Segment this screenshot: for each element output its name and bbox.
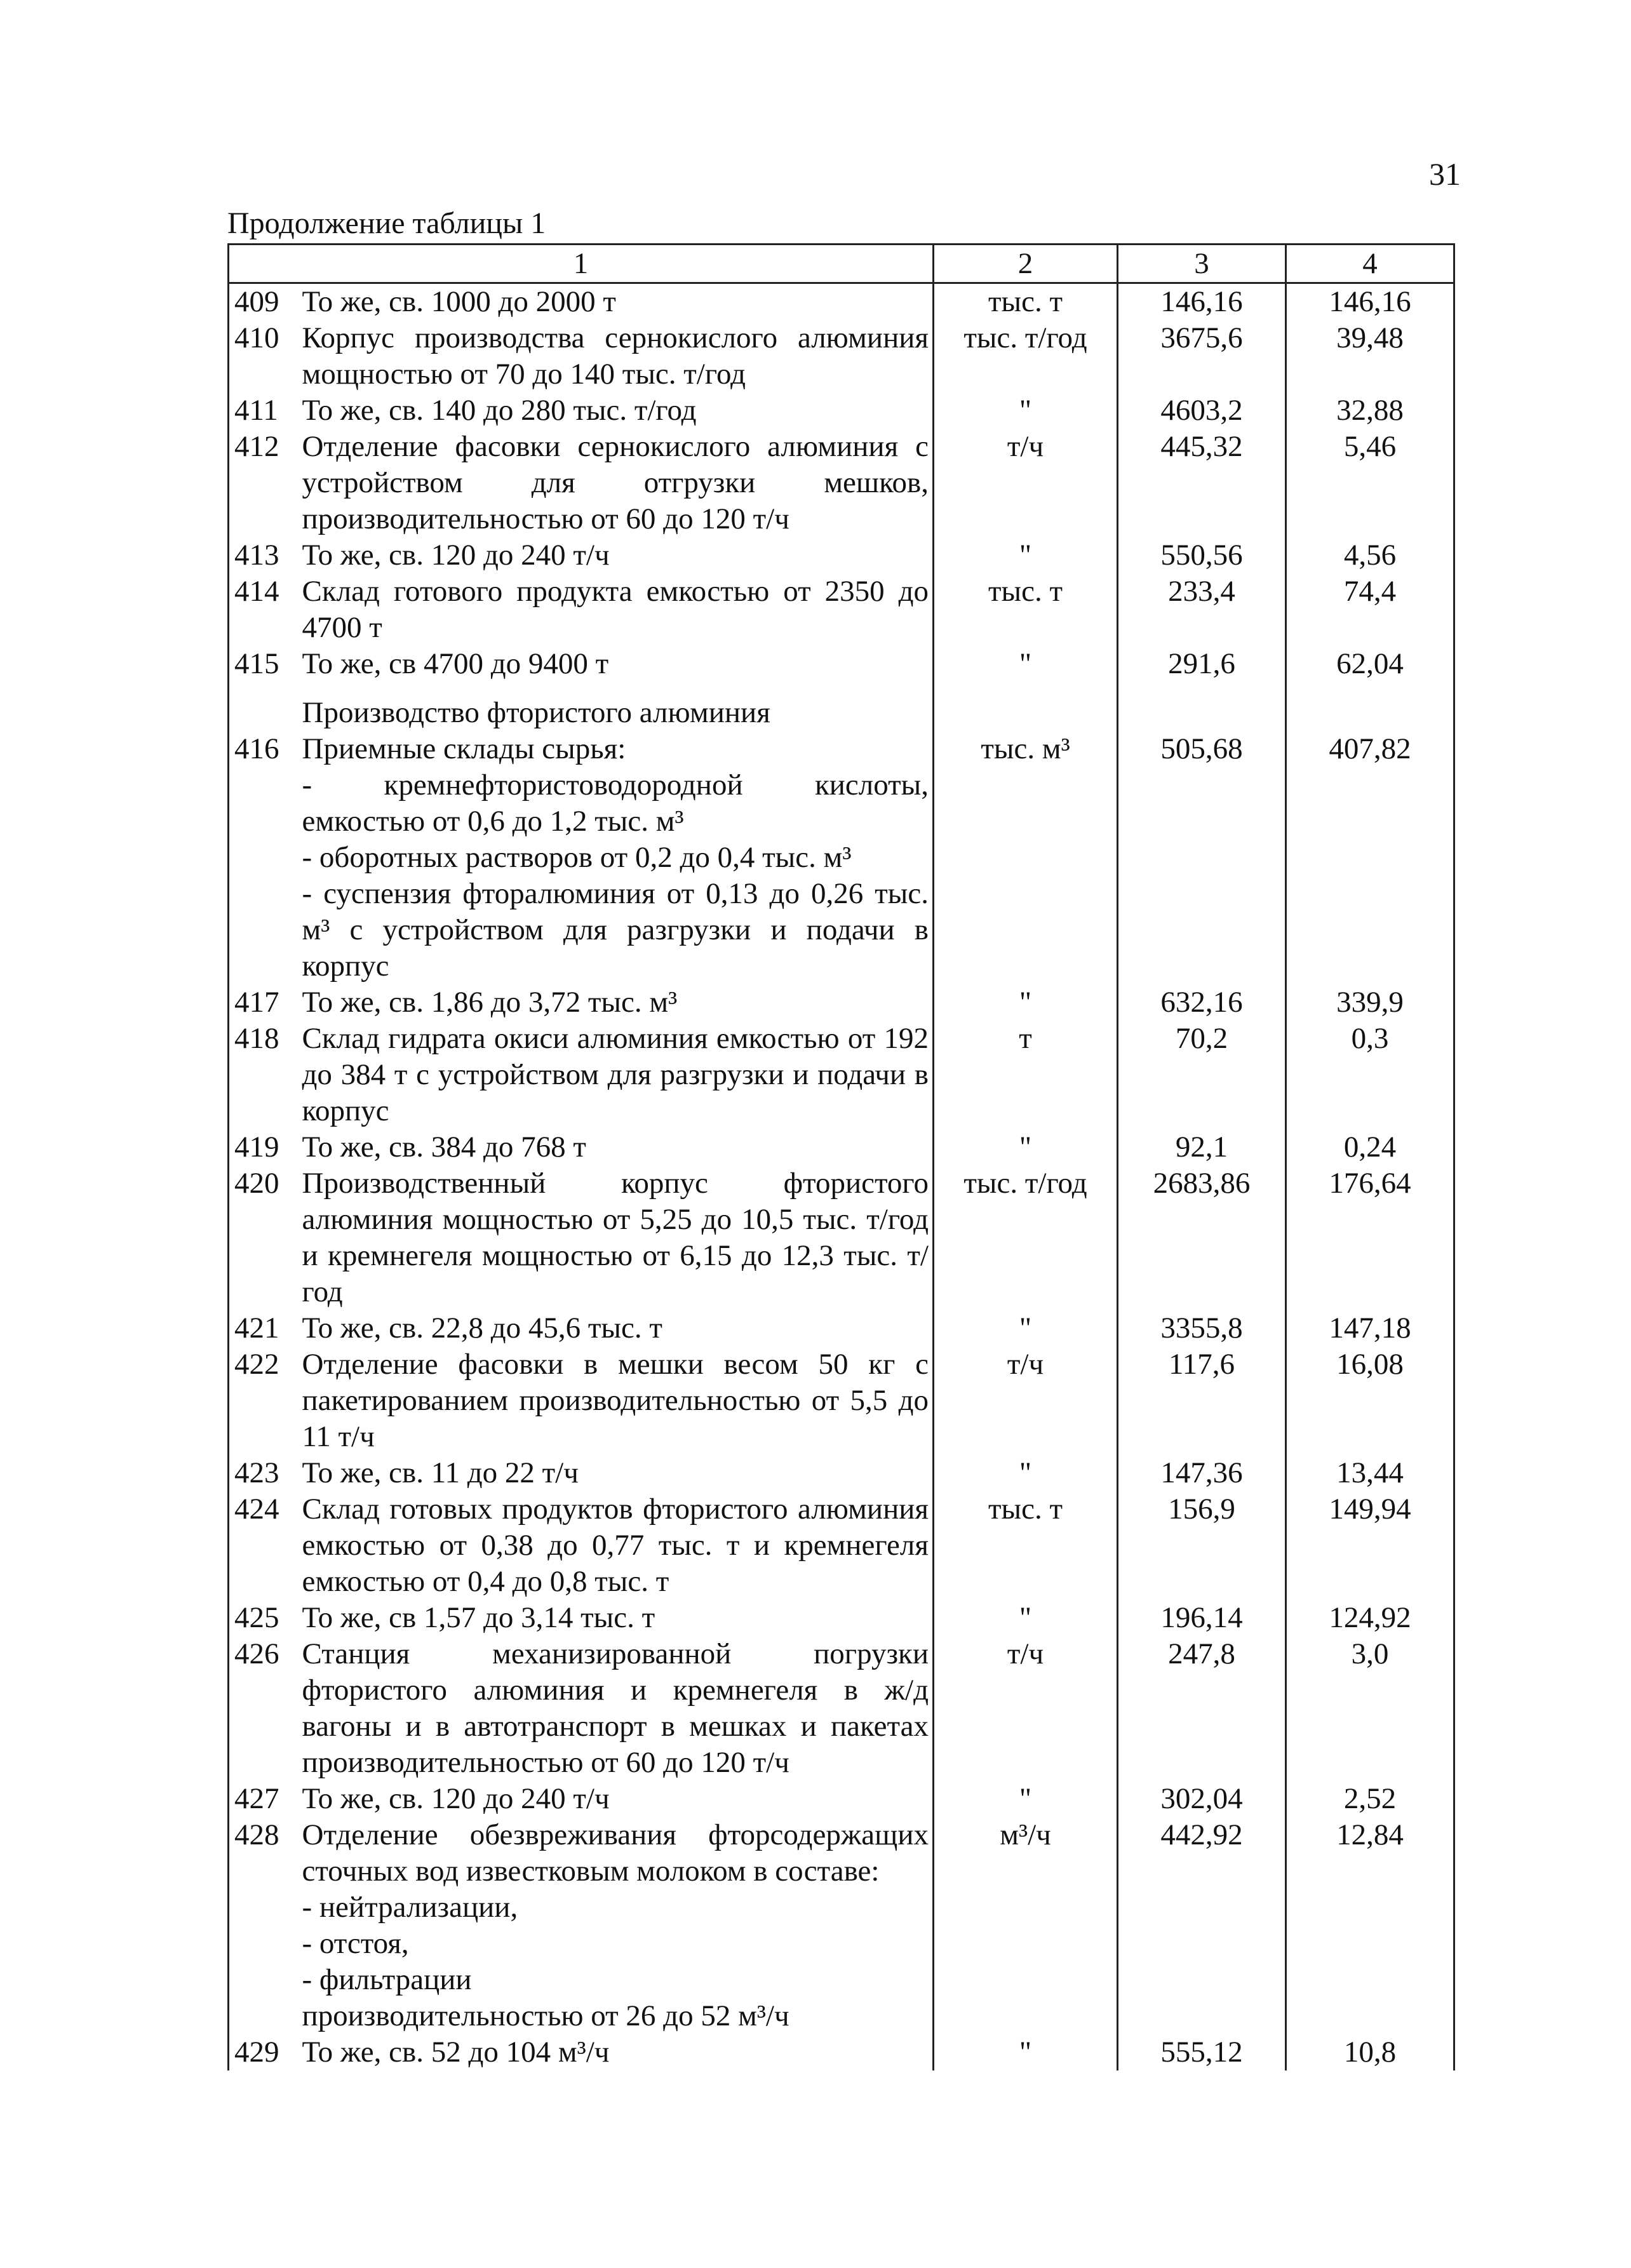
- row-description: Приемные склады сырья:: [299, 731, 934, 767]
- row-value-3: 233,4: [1118, 574, 1286, 646]
- row-value-3: 291,6: [1118, 646, 1286, 682]
- row-unit: тыс. м³: [934, 731, 1118, 767]
- row-value-3: 3355,8: [1118, 1310, 1286, 1346]
- row-value-3: 4603,2: [1118, 393, 1286, 429]
- row-value-3: [1118, 1926, 1286, 1962]
- table-row: [229, 731, 1454, 767]
- row-value-4: 176,64: [1286, 1165, 1454, 1310]
- table-row: [229, 393, 1454, 429]
- row-value-3: [1118, 1962, 1286, 1998]
- table-row: [229, 984, 1454, 1021]
- row-description: То же, св. 1,86 до 3,72 тыс. м³: [299, 984, 934, 1021]
- row-unit: т/ч: [934, 429, 1118, 537]
- table-row: [229, 1600, 1454, 1636]
- row-value-3: [1118, 840, 1286, 876]
- row-unit: [934, 767, 1118, 840]
- row-description: Отделение фасовки сернокислого алюминия с устройством для отгрузки мешков, производительностью от 60 до 120 т/ч: [299, 429, 934, 537]
- table-row: [229, 1021, 1454, 1129]
- table-row: [229, 537, 1454, 574]
- row-number: [229, 1962, 299, 1998]
- row-unit: тыс. т: [934, 283, 1118, 321]
- table-row: [229, 1491, 1454, 1600]
- row-number: 419: [229, 1129, 299, 1165]
- row-value-4: [1286, 1889, 1454, 1926]
- row-number: [229, 682, 299, 731]
- table-row: [229, 1455, 1454, 1491]
- row-unit: [934, 682, 1118, 731]
- row-value-3: 445,32: [1118, 429, 1286, 537]
- row-unit: ": [934, 646, 1118, 682]
- row-value-3: [1118, 1998, 1286, 2034]
- row-number: 420: [229, 1165, 299, 1310]
- row-unit: [934, 840, 1118, 876]
- row-value-3: [1118, 682, 1286, 731]
- row-value-4: 62,04: [1286, 646, 1454, 682]
- row-number: [229, 840, 299, 876]
- row-number: 427: [229, 1781, 299, 1817]
- row-number: 421: [229, 1310, 299, 1346]
- table-row: [229, 646, 1454, 682]
- row-unit: ": [934, 984, 1118, 1021]
- data-table: [227, 243, 1455, 2070]
- table-row: [229, 1310, 1454, 1346]
- row-number: [229, 1998, 299, 2034]
- row-value-3: [1118, 876, 1286, 984]
- row-description: То же, св. 384 до 768 т: [299, 1129, 934, 1165]
- header-col-3: 3: [1118, 245, 1286, 283]
- table-row: [229, 1129, 1454, 1165]
- row-description: - нейтрализации,: [299, 1889, 934, 1926]
- row-value-4: 2,52: [1286, 1781, 1454, 1817]
- row-unit: т/ч: [934, 1636, 1118, 1781]
- row-value-3: 156,9: [1118, 1491, 1286, 1600]
- row-value-4: 149,94: [1286, 1491, 1454, 1600]
- row-unit: м³/ч: [934, 1817, 1118, 1889]
- row-description: То же, св. 22,8 до 45,6 тыс. т: [299, 1310, 934, 1346]
- row-value-4: 5,46: [1286, 429, 1454, 537]
- row-description: То же, св. 1000 до 2000 т: [299, 283, 934, 321]
- header-col-2: 2: [934, 245, 1118, 283]
- table-row: [229, 1781, 1454, 1817]
- row-unit: ": [934, 1129, 1118, 1165]
- row-number: [229, 767, 299, 840]
- row-description: Отделение фасовки в мешки весом 50 кг с пакетированием производительностью от 5,5 до 11 т/ч: [299, 1346, 934, 1455]
- row-value-4: 12,84: [1286, 1817, 1454, 1889]
- row-description: Склад готовых продуктов фтористого алюминия емкостью от 0,38 до 0,77 тыс. т и кремнегеля емкостью от 0,4 до 0,8 тыс. т: [299, 1491, 934, 1600]
- row-unit: тыс. т: [934, 1491, 1118, 1600]
- header-col-1: 1: [229, 245, 934, 283]
- row-description: Отделение обезвреживания фторсодержащих сточных вод известковым молоком в составе:: [299, 1817, 934, 1889]
- row-number: 426: [229, 1636, 299, 1781]
- row-unit: ": [934, 1781, 1118, 1817]
- data-table-container: [227, 243, 1453, 2149]
- row-unit: [934, 1998, 1118, 2034]
- row-value-3: 442,92: [1118, 1817, 1286, 1889]
- row-value-4: [1286, 1962, 1454, 1998]
- table-row: [229, 876, 1454, 984]
- row-value-4: 16,08: [1286, 1346, 1454, 1455]
- row-value-3: 117,6: [1118, 1346, 1286, 1455]
- row-value-3: 302,04: [1118, 1781, 1286, 1817]
- row-description: Корпус производства сернокислого алюминия мощностью от 70 до 140 тыс. т/год: [299, 320, 934, 393]
- row-description: То же, св 1,57 до 3,14 тыс. т: [299, 1600, 934, 1636]
- table-row: [229, 1636, 1454, 1781]
- row-value-4: 124,92: [1286, 1600, 1454, 1636]
- row-description: То же, св. 11 до 22 т/ч: [299, 1455, 934, 1491]
- row-value-3: 632,16: [1118, 984, 1286, 1021]
- table-header: [229, 245, 1454, 283]
- row-unit: ": [934, 1455, 1118, 1491]
- row-number: [229, 876, 299, 984]
- row-value-4: [1286, 767, 1454, 840]
- table-row: [229, 1889, 1454, 1926]
- row-value-4: 3,0: [1286, 1636, 1454, 1781]
- table-row: [229, 429, 1454, 537]
- row-number: [229, 1926, 299, 1962]
- row-description: - суспензия фторалюминия от 0,13 до 0,26 тыс. м³ с устройством для разгрузки и подачи в корпус: [299, 876, 934, 984]
- row-number: 423: [229, 1455, 299, 1491]
- table-row: [229, 320, 1454, 393]
- row-description: производительностью от 26 до 52 м³/ч: [299, 1998, 934, 2034]
- row-value-3: 550,56: [1118, 537, 1286, 574]
- table-row: [229, 574, 1454, 646]
- page-number: 31: [1429, 156, 1461, 192]
- row-number: 416: [229, 731, 299, 767]
- row-description: - фильтрации: [299, 1962, 934, 1998]
- row-value-4: 32,88: [1286, 393, 1454, 429]
- row-value-3: 70,2: [1118, 1021, 1286, 1129]
- row-value-3: [1118, 767, 1286, 840]
- row-unit: ": [934, 393, 1118, 429]
- row-unit: ": [934, 537, 1118, 574]
- row-number: 411: [229, 393, 299, 429]
- row-description: Станция механизированной погрузки фтористого алюминия и кремнегеля в ж/д вагоны и в автотранспорт в мешках и пакетах производительностью от 60 до 120 т/ч: [299, 1636, 934, 1781]
- table-row: [229, 1346, 1454, 1455]
- table-row: [229, 767, 1454, 840]
- row-number: [229, 1889, 299, 1926]
- row-value-4: [1286, 682, 1454, 731]
- row-value-4: 13,44: [1286, 1455, 1454, 1491]
- row-description: Склад гидрата окиси алюминия емкостью от 192 до 384 т с устройством для разгрузки и подачи в корпус: [299, 1021, 934, 1129]
- row-description: - кремнефтористоводородной кислоты, емкостью от 0,6 до 1,2 тыс. м³: [299, 767, 934, 840]
- row-number: 412: [229, 429, 299, 537]
- row-description: То же, св 4700 до 9400 т: [299, 646, 934, 682]
- row-number: 410: [229, 320, 299, 393]
- table-row: [229, 1926, 1454, 1962]
- row-number: 417: [229, 984, 299, 1021]
- row-value-3: 147,36: [1118, 1455, 1286, 1491]
- row-value-4: 39,48: [1286, 320, 1454, 393]
- row-number: 428: [229, 1817, 299, 1889]
- row-description: Производственный корпус фтористого алюминия мощностью от 5,25 до 10,5 тыс. т/год и кремнегеля мощностью от 6,15 до 12,3 тыс. т/год: [299, 1165, 934, 1310]
- table-caption: Продолжение таблицы 1: [227, 206, 546, 240]
- row-value-4: 407,82: [1286, 731, 1454, 767]
- table-row: [229, 283, 1454, 321]
- row-unit: [934, 876, 1118, 984]
- row-number: 418: [229, 1021, 299, 1129]
- row-description: Производство фтористого алюминия: [299, 682, 934, 731]
- row-description: То же, св. 120 до 240 т/ч: [299, 537, 934, 574]
- row-number: 424: [229, 1491, 299, 1600]
- row-number: 409: [229, 283, 299, 321]
- row-value-3: 555,12: [1118, 2034, 1286, 2070]
- row-number: 413: [229, 537, 299, 574]
- row-description: - отстоя,: [299, 1926, 934, 1962]
- table-row: [229, 1962, 1454, 1998]
- table-row: [229, 1817, 1454, 1889]
- row-value-4: 4,56: [1286, 537, 1454, 574]
- table-row: [229, 2034, 1454, 2070]
- row-value-4: 339,9: [1286, 984, 1454, 1021]
- row-unit: т/ч: [934, 1346, 1118, 1455]
- table-row: [229, 840, 1454, 876]
- row-description: Склад готового продукта емкостью от 2350 до 4700 т: [299, 574, 934, 646]
- row-number: 422: [229, 1346, 299, 1455]
- row-value-4: 0,24: [1286, 1129, 1454, 1165]
- row-unit: т: [934, 1021, 1118, 1129]
- row-unit: ": [934, 1600, 1118, 1636]
- row-unit: ": [934, 2034, 1118, 2070]
- row-value-4: [1286, 840, 1454, 876]
- row-number: 425: [229, 1600, 299, 1636]
- header-col-4: 4: [1286, 245, 1454, 283]
- row-unit: [934, 1889, 1118, 1926]
- row-unit: тыс. т: [934, 574, 1118, 646]
- row-description: То же, св. 140 до 280 тыс. т/год: [299, 393, 934, 429]
- row-description: То же, св. 120 до 240 т/ч: [299, 1781, 934, 1817]
- row-number: 415: [229, 646, 299, 682]
- row-value-3: 2683,86: [1118, 1165, 1286, 1310]
- row-value-4: [1286, 1926, 1454, 1962]
- row-value-4: 74,4: [1286, 574, 1454, 646]
- row-unit: [934, 1926, 1118, 1962]
- row-unit: ": [934, 1310, 1118, 1346]
- row-value-3: 196,14: [1118, 1600, 1286, 1636]
- row-value-3: 247,8: [1118, 1636, 1286, 1781]
- row-unit: тыс. т/год: [934, 1165, 1118, 1310]
- row-value-4: [1286, 1998, 1454, 2034]
- row-value-3: [1118, 1889, 1286, 1926]
- row-value-3: 505,68: [1118, 731, 1286, 767]
- table-row: [229, 682, 1454, 731]
- row-value-3: 146,16: [1118, 283, 1286, 321]
- row-description: То же, св. 52 до 104 м³/ч: [299, 2034, 934, 2070]
- row-unit: тыс. т/год: [934, 320, 1118, 393]
- table-row: [229, 1165, 1454, 1310]
- row-value-4: 146,16: [1286, 283, 1454, 321]
- row-value-4: 147,18: [1286, 1310, 1454, 1346]
- row-value-4: 0,3: [1286, 1021, 1454, 1129]
- row-value-4: 10,8: [1286, 2034, 1454, 2070]
- row-value-4: [1286, 876, 1454, 984]
- row-unit: [934, 1962, 1118, 1998]
- row-number: 414: [229, 574, 299, 646]
- row-value-3: 3675,6: [1118, 320, 1286, 393]
- row-number: 429: [229, 2034, 299, 2070]
- table-row: [229, 1998, 1454, 2034]
- row-value-3: 92,1: [1118, 1129, 1286, 1165]
- row-description: - оборотных растворов от 0,2 до 0,4 тыс. м³: [299, 840, 934, 876]
- table-body: [229, 283, 1454, 2071]
